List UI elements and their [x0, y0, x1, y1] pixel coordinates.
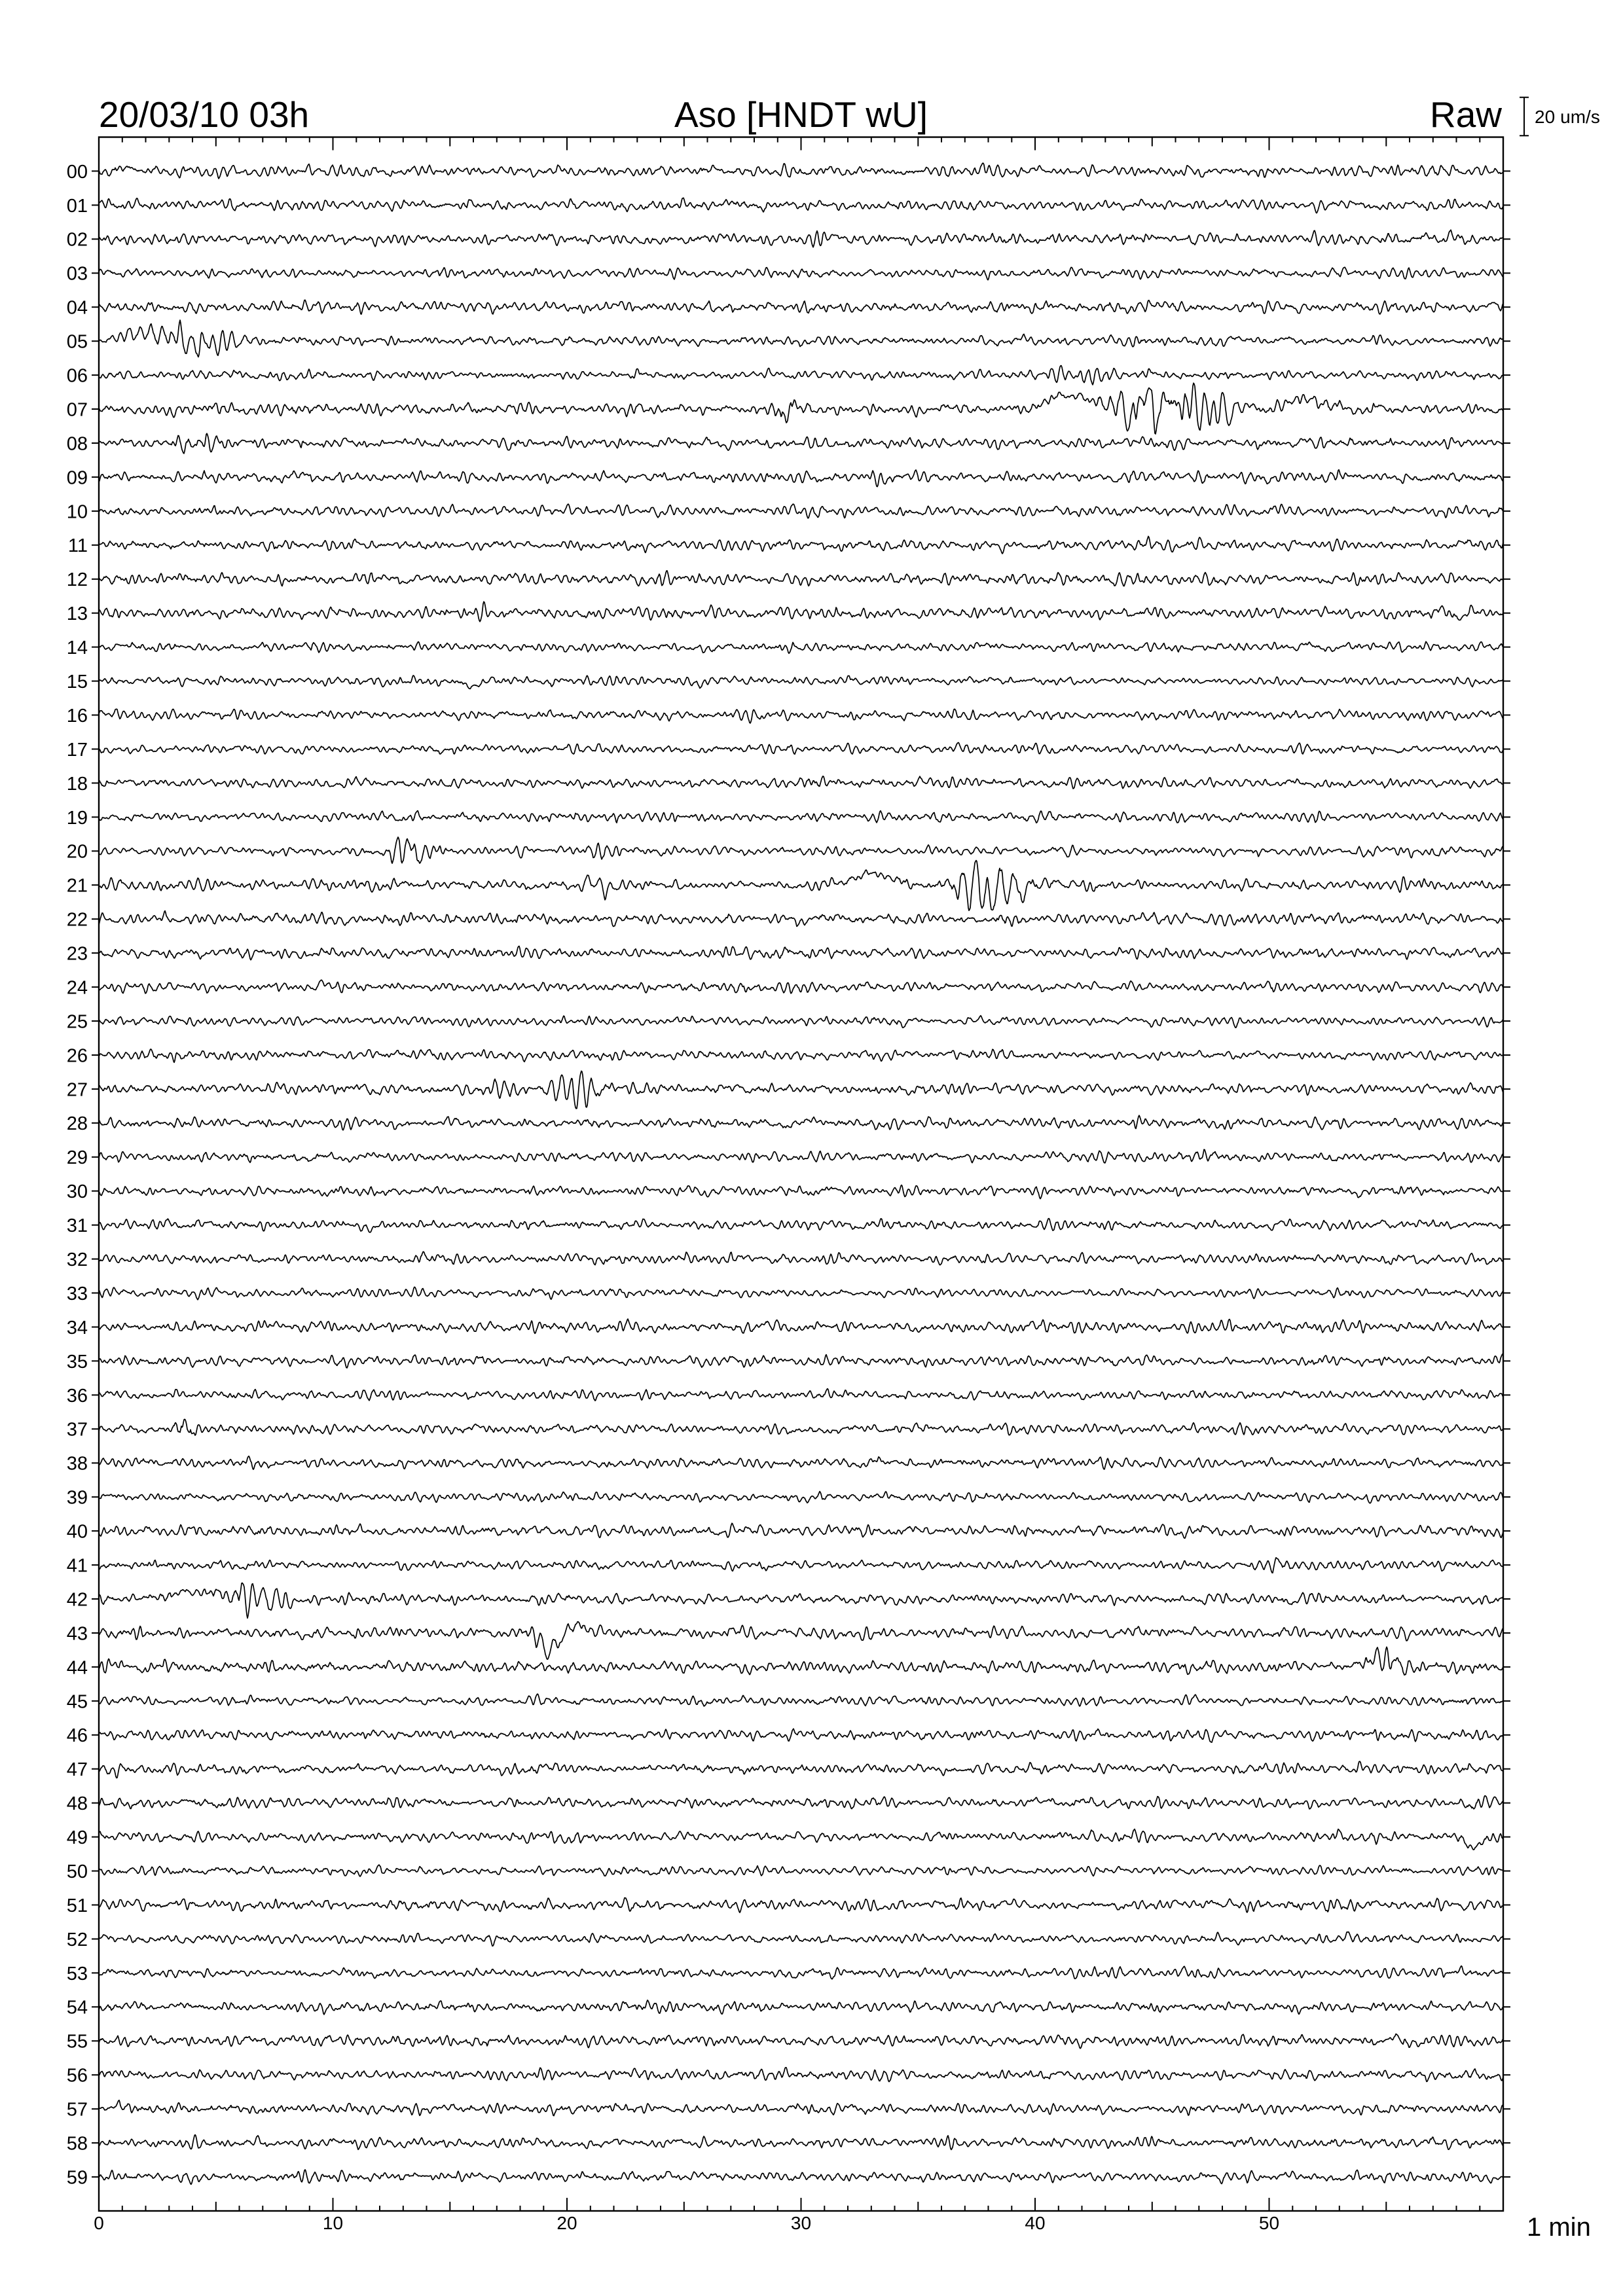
x-tick-label: 10 — [322, 2213, 344, 2233]
row-label: 44 — [66, 1657, 88, 1679]
row-label: 21 — [66, 875, 88, 897]
row-label: 39 — [66, 1487, 88, 1509]
row-label: 28 — [66, 1113, 88, 1135]
chart-title: Aso [HNDT wU] — [674, 94, 928, 135]
row-label: 38 — [66, 1453, 88, 1475]
row-label: 24 — [66, 977, 88, 999]
scale-bar-value: 20 — [1535, 107, 1556, 127]
row-label: 00 — [66, 161, 88, 183]
row-label: 43 — [66, 1623, 88, 1645]
row-label: 09 — [66, 467, 88, 489]
row-label: 15 — [66, 672, 88, 692]
x-tick-label: 30 — [790, 2213, 812, 2233]
x-tick-label: 50 — [1258, 2213, 1280, 2233]
x-tick-label: 40 — [1025, 2213, 1046, 2233]
scale-bar-unit: um/s — [1560, 107, 1600, 127]
mode-label: Raw — [1429, 94, 1502, 135]
row-label: 13 — [66, 603, 88, 625]
row-label: 05 — [66, 331, 88, 353]
x-tick-label: 0 — [94, 2213, 104, 2233]
row-label: 34 — [66, 1317, 88, 1338]
row-label: 02 — [66, 229, 88, 251]
row-label: 29 — [66, 1147, 88, 1169]
row-label: 57 — [66, 2099, 88, 2121]
row-label: 56 — [66, 2065, 88, 2087]
row-label: 48 — [66, 1793, 88, 1815]
row-label: 52 — [66, 1929, 88, 1950]
row-label: 22 — [66, 909, 88, 931]
row-label: 36 — [66, 1385, 88, 1407]
row-label: 54 — [66, 1997, 88, 2018]
row-label: 10 — [66, 501, 88, 523]
row-label: 07 — [66, 399, 88, 421]
row-label: 16 — [66, 705, 88, 726]
x-tick-label: 20 — [556, 2213, 577, 2233]
row-label: 49 — [66, 1827, 88, 1848]
row-label: 17 — [66, 739, 88, 761]
row-label: 19 — [66, 807, 88, 829]
row-label: 47 — [66, 1759, 88, 1781]
row-label: 32 — [66, 1249, 88, 1270]
row-label: 46 — [66, 1725, 88, 1747]
row-label: 33 — [66, 1283, 88, 1304]
scale-bar-label — [1535, 107, 1600, 127]
row-label: 06 — [66, 365, 88, 387]
row-label: 25 — [66, 1011, 88, 1033]
row-label: 37 — [66, 1419, 88, 1441]
row-label: 40 — [66, 1521, 88, 1543]
row-label: 23 — [66, 943, 88, 965]
row-label: 53 — [66, 1963, 88, 1984]
date-label: 20/03/10 03h — [99, 94, 310, 135]
x-span-label: 1 min — [1527, 2213, 1591, 2242]
row-label: 04 — [66, 297, 88, 319]
row-label: 12 — [66, 569, 88, 591]
row-label: 45 — [66, 1691, 88, 1713]
row-label: 41 — [66, 1555, 88, 1577]
row-label: 58 — [66, 2133, 88, 2155]
row-label: 55 — [66, 2031, 88, 2053]
row-label: 27 — [66, 1079, 88, 1101]
row-label: 03 — [66, 263, 88, 285]
row-label: 14 — [66, 637, 88, 658]
row-label: 26 — [66, 1045, 88, 1067]
row-label: 01 — [66, 195, 88, 217]
row-label: 31 — [66, 1215, 88, 1237]
row-label: 11 — [67, 535, 88, 557]
row-label: 51 — [66, 1895, 88, 1916]
row-label: 08 — [66, 433, 88, 455]
row-label: 59 — [66, 2167, 88, 2189]
row-label: 50 — [66, 1861, 88, 1882]
row-label: 30 — [66, 1181, 88, 1203]
row-label: 18 — [66, 773, 88, 795]
row-label: 20 — [66, 841, 88, 863]
row-label: 42 — [66, 1589, 88, 1611]
row-label: 35 — [66, 1351, 88, 1372]
